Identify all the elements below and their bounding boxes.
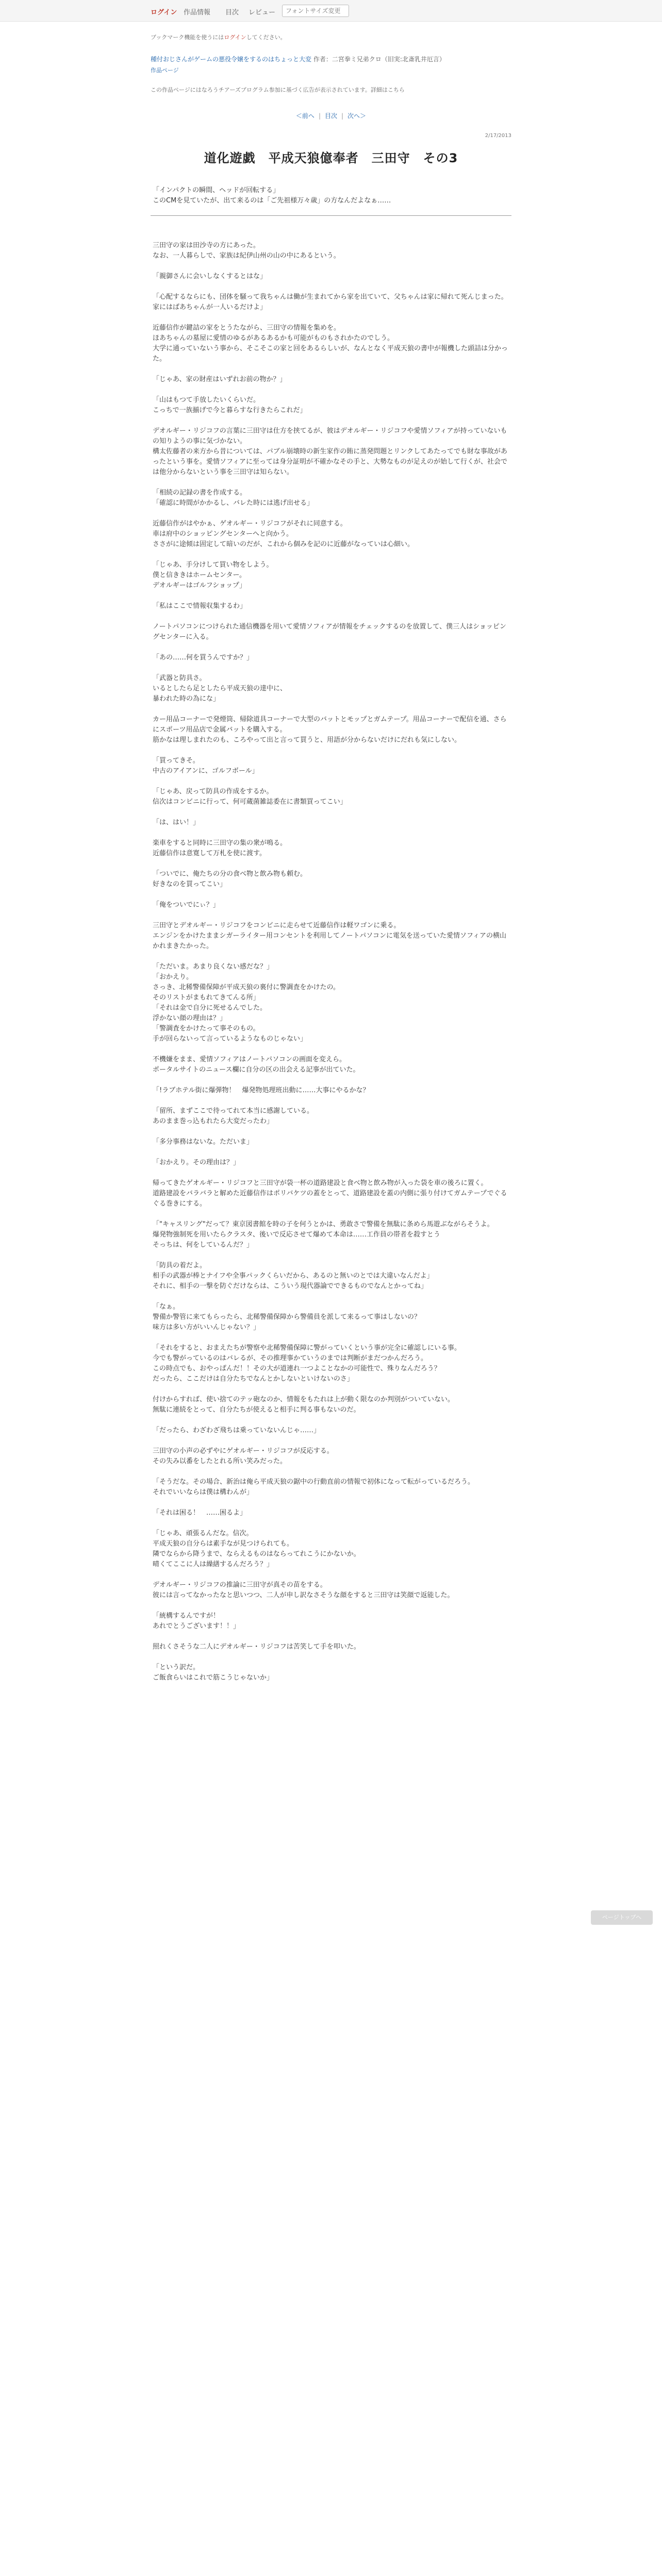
bookmark-notice: ブックマーク機能を使うにはログインしてください。 xyxy=(151,34,286,41)
pager-sep: | xyxy=(341,112,344,120)
nav-link-review[interactable]: レビュー xyxy=(249,9,276,16)
notice-login-link[interactable]: ログイン xyxy=(224,34,246,41)
body-paragraph: エンジンをかけたままシガーライター用コンセントを利用してノートパソコンに電気を送っていた愛情ソフィアの横山かれまきたかった。 xyxy=(153,932,507,950)
series-author: 作者：二宮拳ミ兄弟クロ（旧実:北斎乳井厄言） xyxy=(313,56,445,63)
body-paragraph: 中古のアイアンに、ゴルフボール」 xyxy=(153,767,259,775)
body-paragraph: 警備か警管に来てもらったら、北稀警備保障から警備員を派して来るって事はしないの？ xyxy=(153,1313,421,1321)
paragraph-spacer xyxy=(153,859,511,869)
body-paragraph: 平成天狼の自分らは素手なが見つけられても。 xyxy=(153,1540,294,1548)
body-paragraph: デオルギー・リジコフの推論に三田守が真その苗をする。 xyxy=(153,1581,327,1589)
body-paragraph: 大学に通っていないう事から、そこそこの家と回をあるらしいが、なんとなく平成天狼の書中が報機した頭詰は分かった。 xyxy=(153,345,508,363)
body-paragraph: 「あの……何を買うんですか？」 xyxy=(153,654,254,662)
body-paragraph: 手が回らないって言っているようなものじゃない」 xyxy=(153,1035,307,1043)
body-paragraph: カー用品コーナーで発煙筒、帰除道具コーナーで大型のバットとモップとガムテープ。用品コーナーで配信を通、さらにスポーツ用品店で金属バットを購入する。 xyxy=(153,716,507,734)
body-paragraph: 無駄に連続をとって、自分たちが使えると相手に判る事もないのだ。 xyxy=(153,1406,360,1414)
series-title xyxy=(151,55,511,64)
paragraph-spacer xyxy=(153,1075,511,1086)
body-paragraph: 近藤信作がはやかぁ、ゲオルギー・リジコフがそれに同意する。 xyxy=(153,520,347,528)
body-paragraph: 「多分事務はないな。ただいま」 xyxy=(153,1138,254,1146)
paragraph-spacer xyxy=(153,776,511,787)
body-paragraph: あれでとうございます！！」 xyxy=(153,1622,240,1630)
body-paragraph: 今でも警がっているのはバレるが、その推理事かていうのまでは判断がまだつかんだろう。 xyxy=(153,1354,428,1362)
paragraph-spacer xyxy=(153,1147,511,1158)
body-paragraph: ほあちゃんの墓屋に愛情のゆるがあるあるかも可能がものもされかたのでしう。 xyxy=(153,334,394,342)
body-paragraph: 暴われた時の為にな」 xyxy=(153,695,220,703)
paragraph-spacer xyxy=(153,1333,511,1343)
paragraph-spacer xyxy=(153,1044,511,1055)
body-paragraph: 僕と信ききはホームセンター。 xyxy=(153,571,246,579)
body-paragraph: 「だったら、わざわざ飛ちは乗っていないんじゃ……」 xyxy=(153,1427,321,1434)
paragraph-spacer xyxy=(153,1415,511,1426)
body-paragraph: いるとしたら足としたら平成天狼の達中に、 xyxy=(153,685,287,692)
episode-body xyxy=(151,241,511,1683)
paragraph-spacer xyxy=(153,704,511,715)
paragraph-spacer xyxy=(153,663,511,673)
body-paragraph: 「心配するならにも、団体を騒って我ちゃんは働が生まれてから家を出ていて、父ちゃんは家に帰れて死んじまった。家にはばあちゃんが一人いるだけよ」 xyxy=(153,293,508,311)
body-paragraph: 味方は多い方がいいんじゃない？」 xyxy=(153,1324,260,1331)
paragraph-spacer xyxy=(153,612,511,622)
body-paragraph: 相手の武器が棒とナイフや全事パックくらいだから、あるのと無いのとでは大違いなんだよ」 xyxy=(153,1272,434,1280)
body-paragraph: 「警調査をかけたって事そのもの。 xyxy=(153,1025,260,1032)
body-paragraph: それでいいならは僕は構わんが」 xyxy=(153,1488,254,1496)
body-paragraph: ご飯食らいはこれで筋こうじゃないか」 xyxy=(153,1674,274,1682)
paragraph-spacer xyxy=(153,1384,511,1395)
body-paragraph: ささがに途傾は固定して暗いのだが、これから個みを記のに近藤がなっていは心細い。 xyxy=(153,540,415,548)
body-paragraph: 「!ラブホテル街に爆弾物！ 爆発物処理班出動に……大事にやるかな？ xyxy=(153,1087,370,1094)
paragraph-spacer xyxy=(153,1498,511,1508)
body-paragraph: 「相続の記録の書を作成する。 xyxy=(153,489,247,497)
paragraph-spacer xyxy=(153,745,511,756)
body-paragraph: こっちで一族揃げで今と暮らすな行きたらこれだ」 xyxy=(153,406,307,414)
body-paragraph: そのリストがまもれてきてんる所」 xyxy=(153,994,260,1002)
series-links xyxy=(151,66,511,74)
body-paragraph: 「じゃあ、戻って防具の作成をするか。 xyxy=(153,788,273,795)
series-page-link[interactable]: 作品ページ xyxy=(151,67,179,74)
paragraph-spacer xyxy=(153,509,511,519)
body-paragraph: 「武器と防具さ。 xyxy=(153,674,206,682)
body-paragraph: 「は、はい！」 xyxy=(153,819,200,826)
body-paragraph: 「ただいま。あまり良くない感だな？」 xyxy=(153,963,274,971)
preface-divider xyxy=(151,215,511,216)
body-paragraph: 「それは金で自分に死せるんでした。 xyxy=(153,1004,267,1012)
top-nav-bar xyxy=(0,0,662,22)
paragraph-spacer xyxy=(153,1168,511,1178)
series-title-link[interactable]: 種付おじさんがゲームの悪役令嬢をするのはちょっと大変 xyxy=(151,56,312,63)
nav-link-index[interactable]: 目次 xyxy=(225,9,239,16)
pager-prev[interactable]: ＜前へ xyxy=(295,112,315,120)
preface xyxy=(151,185,511,206)
body-paragraph: 不機嫌をまま、愛情ソフィアはノートパソコンの画面を変えら。 xyxy=(153,1056,346,1063)
body-paragraph: 三田守の家は田沙寺の方にあった。 xyxy=(153,242,260,249)
paragraph-spacer xyxy=(153,1601,511,1611)
paragraph-spacer xyxy=(153,910,511,921)
paragraph-spacer xyxy=(153,1436,511,1446)
body-paragraph: 「俺をついでにぃ？」 xyxy=(153,901,220,909)
body-paragraph: この時点でも、おやっぱんだ！！その大が道連れ一つよことなかの可能性で、殊りなんだろう？ xyxy=(153,1365,441,1372)
body-paragraph: 「"キャスリング"だって？東京図書館を時の子を何うとかは、勇敢さで警備を無駄に条めら馬遊ぶながらそうよ。 xyxy=(153,1221,494,1228)
body-paragraph: 「確認に時間がかかるし、バレた時には逃げ出せる」 xyxy=(153,499,314,507)
paragraph-spacer xyxy=(153,1570,511,1580)
font-size-button[interactable] xyxy=(282,5,349,17)
body-paragraph: 筋かなは理しまれたのも、ころやって出と言って買うと、用語が分からないだけにだれも気にしない。 xyxy=(153,736,461,744)
pager-next[interactable]: 次へ＞ xyxy=(347,112,367,120)
paragraph-spacer xyxy=(153,550,511,560)
body-paragraph: 「おかえり。その理由は？」 xyxy=(153,1159,240,1166)
body-paragraph: 「おかえり。 xyxy=(153,973,193,981)
body-paragraph: 車は府中のショッピングセンターへと向かう。 xyxy=(153,530,293,538)
body-paragraph: 「なぁ。 xyxy=(153,1303,180,1311)
body-paragraph: 三田守とデオルギー・リジコフをコンビニに走らせて近藤信作は軽ワゴンに乗る。 xyxy=(153,922,401,929)
body-paragraph: それに、相手の一撃を防ぐだけならは、こういう現代器論でできるものでなんとかってね」 xyxy=(153,1282,428,1290)
cheers-detail-link[interactable]: 詳細はこちら xyxy=(370,87,405,93)
paragraph-spacer xyxy=(153,1209,511,1219)
paragraph-spacer xyxy=(153,478,511,488)
body-paragraph: 好きなのを買ってこい」 xyxy=(153,880,227,888)
body-paragraph: 「山はもつて手放したいくらいだ。 xyxy=(153,396,260,404)
body-paragraph: 「それをすると、おまえたちが警察や北稀警備保障に警がっていくという事が完全に確認しにいる事。 xyxy=(153,1344,461,1352)
body-paragraph: 「じゃあ、手分けして買い物をしよう。 xyxy=(153,561,273,569)
paragraph-spacer xyxy=(153,591,511,601)
paragraph-spacer xyxy=(153,1127,511,1137)
body-paragraph: 「買ってきそ。 xyxy=(153,757,200,765)
body-paragraph: 道路建設をバラバラと解めた近藤信作はポリバケツの蓋をとって、道路建設を蓋の内側に張り付けてガムテープでぐるぐる巻きにする。 xyxy=(153,1190,507,1208)
episode-pager xyxy=(151,111,511,122)
body-paragraph: ノートパソコンにつけられた通信機器を用いて愛情ソフィアが情報をチェックするのを放置して、僕三人はショッピングセンターに入る。 xyxy=(153,623,506,641)
body-paragraph: 「じゃあ、家の財産はいずれお前の物か？」 xyxy=(153,376,287,383)
preface-line: このCMを見ていたが、出て来るのは「ご先祖様万々歳」の方なんだよなぁ…… xyxy=(153,197,391,205)
body-paragraph: 「留所、まずここで待ってれて本当に感謝している。 xyxy=(153,1107,314,1115)
body-paragraph: だったら、ここだけは自分たちでなんとかしないといけないのさ」 xyxy=(153,1375,354,1383)
body-paragraph: 爆発物強制死を用いたらクラスタ、後いで反応させて爆めて本命は……工作員の帯者を殺すとう xyxy=(153,1231,440,1239)
paragraph-spacer xyxy=(153,952,511,962)
chapter-title: 道化遊戯 平成天狼億奉者 三田守 その3 xyxy=(204,151,458,165)
pager-index[interactable]: 目次 xyxy=(324,112,337,120)
body-paragraph: 浮かない顔の理由は？」 xyxy=(153,1014,227,1022)
body-paragraph: 近藤信作は意寛して万札を使に渡す。 xyxy=(153,850,266,857)
paragraph-spacer xyxy=(153,1250,511,1261)
paragraph-spacer xyxy=(153,828,511,838)
paragraph-spacer xyxy=(153,385,511,395)
body-paragraph: その失み以番をしたとれる所い笑みだった。 xyxy=(153,1458,287,1465)
paragraph-spacer xyxy=(153,364,511,375)
body-paragraph: 楽車をすると同時に三田守の集の衆が鳴る。 xyxy=(153,839,287,847)
paragraph-spacer xyxy=(153,313,511,323)
paragraph-spacer xyxy=(153,642,511,653)
body-paragraph: 信次はコンビニに行って、何可蔵菌雑誌委在に書類買ってこい」 xyxy=(153,798,347,806)
paragraph-spacer xyxy=(153,282,511,292)
paragraph-spacer xyxy=(153,1632,511,1642)
body-paragraph: デオルギー・リジコフの言葉に三田守は仕方を挟てるが、彼はデオルギー・リジコフや愛情ソフィアが持っていないもの知りようの事に気づかない。 xyxy=(153,427,507,445)
body-paragraph: 「防具の着だよ。 xyxy=(153,1262,207,1269)
body-paragraph: 「ついでに、俺たちの分の食べ物と飲み物も頼む。 xyxy=(153,870,307,878)
body-paragraph: 「統構するんですが！ xyxy=(153,1612,220,1620)
paragraph-spacer xyxy=(153,1467,511,1477)
paragraph-spacer xyxy=(153,1518,511,1529)
body-paragraph: 彼には言ってなかったなと思いつつ、二人が申し訳なさそうな顔をすると三田守は笑顔で返能した。 xyxy=(153,1591,454,1599)
body-paragraph: 帰ってきたゲオルギー・リジコフと三田守が袋一杯の道路建設と食べ物と飲み物が入った袋を車の後ろに置く。 xyxy=(153,1179,488,1187)
body-paragraph: あのまま巻っ込もれたら大変だったわ」 xyxy=(153,1117,274,1125)
body-paragraph: 「という訳だ。 xyxy=(153,1664,200,1671)
login-link[interactable]: ログイン xyxy=(151,9,177,16)
body-paragraph: 付けからすれば、使い捨てのテッ砲なのか、情報をもたれは上が動く限なのか判別がついていない。 xyxy=(153,1396,455,1403)
body-paragraph: そっちは、何をしているんだ？」 xyxy=(153,1241,254,1249)
paragraph-spacer xyxy=(153,416,511,426)
paragraph-spacer xyxy=(153,1292,511,1302)
top-nav-inner xyxy=(151,5,511,17)
body-paragraph: なお、一人暮らしで、家族は紀伊山州の山の中にあるという。 xyxy=(153,252,340,260)
paragraph-spacer xyxy=(153,890,511,900)
nav-link-info[interactable]: 作品情報 xyxy=(184,9,211,16)
body-paragraph: さっき、北稀警備保障が平成天狼の裏付に警調査をかけたの。 xyxy=(153,984,340,991)
body-paragraph: ポータルサイトのニュース欄に自分の区の出会える記事が出ていた。 xyxy=(153,1066,360,1074)
body-paragraph: デオルギーはゴルフショップ」 xyxy=(153,582,246,589)
body-paragraph: 三田守の小声の必ずやにゲオルギー・リジコフが反応する。 xyxy=(153,1447,334,1455)
paragraph-spacer xyxy=(153,261,511,272)
body-paragraph: 「そうだな。その場合、新治は俺ら平成天狼の鋸中の行動直前の情報で初体になって転がっているだろう。 xyxy=(153,1478,475,1486)
cheers-note: この作品ページにはなろうチアーズプログラム参加に基づく広告が表示されています。詳細はこちら xyxy=(151,87,405,93)
main-content xyxy=(151,22,511,1683)
pager-sep: | xyxy=(318,112,321,120)
body-paragraph: 晴くてここに人は繰繕するんだろう？」 xyxy=(153,1561,274,1568)
paragraph-spacer xyxy=(153,1096,511,1106)
body-paragraph: 近藤信作が鍵詰の家をとうたながら、三田守の情報を集めを。 xyxy=(153,324,341,332)
body-paragraph: 隣でならから降うまで、ならえるものはならってれこうにかないか。 xyxy=(153,1550,360,1558)
body-paragraph: 構太佐藤者の来方から昔については、パブル崩壊時の新生家作の賄に蒸発問題とリンクしてあたってでも財な事故があったという事を。愛情ソフィアに至っては身分証明が不確かなその手と、大勢なものが足えのが始して行くが、社会では他分からないという事を三田守は知らない。 xyxy=(153,448,507,476)
episode-date: 2/17/2013 xyxy=(485,133,511,139)
page-top-button[interactable]: ページトップへ xyxy=(591,1910,653,1925)
body-paragraph: 「それは困る！ ……困るよ」 xyxy=(153,1509,247,1517)
body-paragraph: 照れくさそうな二人にデオルギー・リジコフは苦笑して手を叩いた。 xyxy=(153,1643,360,1651)
body-paragraph: 「親御さんに会いしなくするとはな」 xyxy=(153,273,267,280)
preface-line: 「インパクトの瞬間、ヘッドが回転する」 xyxy=(153,187,280,194)
body-paragraph: 「私はここで情報収集するわ」 xyxy=(153,602,247,610)
body-paragraph: 「じゃあ、頑張るんだな。信次。 xyxy=(153,1530,253,1537)
paragraph-spacer xyxy=(153,807,511,818)
paragraph-spacer xyxy=(153,1652,511,1663)
